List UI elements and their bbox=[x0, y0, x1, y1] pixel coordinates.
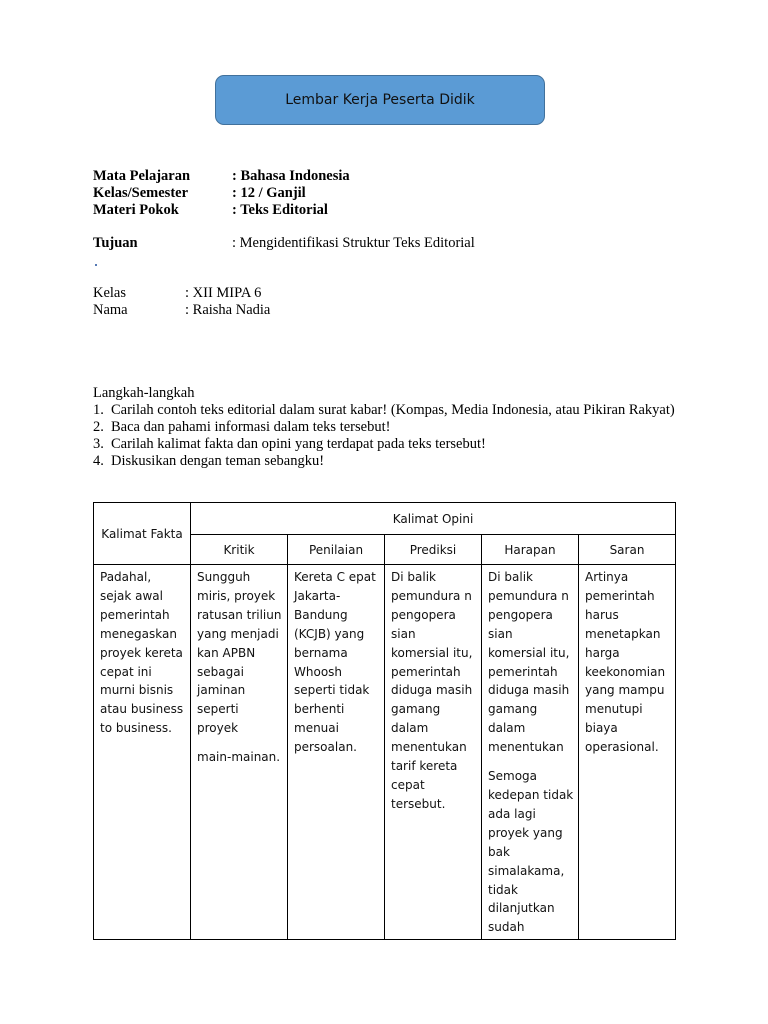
step-number: 2. bbox=[93, 419, 104, 435]
worksheet-title-box bbox=[215, 75, 545, 125]
step-number: 1. bbox=[93, 402, 104, 418]
cell-saran bbox=[579, 565, 676, 940]
step-text: Carilah contoh teks editorial dalam surat kabar! (Kompas, Media Indonesia, atau Pikiran Rakyat) bbox=[111, 402, 675, 418]
cell-text: Di balik pemundura n pengopera sian komersial itu, pemerintah diduga masih gamang dalam menentukan bbox=[488, 570, 570, 755]
steps-title: Langkah-langkah bbox=[93, 385, 195, 401]
student-label: Kelas bbox=[93, 285, 127, 301]
student-value: : Raisha Nadia bbox=[185, 302, 271, 318]
cell-text: Kereta C epat Jakarta-Bandung (KCJB) yang bernama Whoosh seperti tidak berhenti menuai persoalan. bbox=[294, 570, 376, 755]
cell-text: Artinya pemerintah harus menetapkan harga keekonomian yang mampu menutupi biaya operasional. bbox=[585, 570, 666, 755]
cell-fakta bbox=[94, 565, 191, 940]
cell-text: Padahal, sejak awal pemerintah menegaskan proyek kereta cepat ini murni bisnis atau business to business. bbox=[100, 570, 184, 736]
header-saran: Saran bbox=[579, 535, 676, 565]
info-label: Tujuan bbox=[93, 235, 138, 251]
info-value: : Mengidentifikasi Struktur Teks Editorial bbox=[232, 235, 475, 251]
header-penilaian: Penilaian bbox=[288, 535, 385, 565]
info-value: : Bahasa Indonesia bbox=[232, 168, 350, 184]
worksheet-title: Lembar Kerja Peserta Didik bbox=[285, 92, 475, 108]
cell-prediksi bbox=[385, 565, 482, 940]
table-header-row bbox=[94, 503, 676, 535]
header-kalimat-fakta: Kalimat Fakta bbox=[94, 503, 191, 565]
step-number: 3. bbox=[93, 436, 104, 452]
student-label: Nama bbox=[93, 302, 128, 318]
step-item bbox=[93, 453, 675, 470]
info-value: : 12 / Ganjil bbox=[232, 185, 306, 201]
step-number: 4. bbox=[93, 453, 104, 469]
info-label: Kelas/Semester bbox=[93, 185, 189, 201]
steps-section bbox=[93, 385, 675, 470]
cell-text: Semoga kedepan tidak ada lagi proyek yang bak simalakama, tidak dilanjutkan sudah bbox=[488, 769, 574, 935]
header-kritik: Kritik bbox=[191, 535, 288, 565]
cell-text: Sungguh miris, proyek ratusan triliun yang menjadi kan APBN sebagai jaminan seperti proyek bbox=[197, 570, 282, 736]
cell-text: Di balik pemundura n pengopera sian komersial itu, pemerintah diduga masih gamang dalam menentukan tarif kereta cepat tersebut. bbox=[391, 570, 473, 811]
header-kalimat-opini: Kalimat Opini bbox=[191, 503, 676, 535]
header-prediksi: Prediksi bbox=[385, 535, 482, 565]
cell-harapan bbox=[482, 565, 579, 940]
info-label: Materi Pokok bbox=[93, 202, 179, 218]
cell-text: main-mainan. bbox=[197, 750, 281, 765]
step-item bbox=[93, 419, 675, 436]
step-text: Diskusikan dengan teman sebangku! bbox=[111, 453, 325, 469]
step-item bbox=[93, 436, 675, 453]
bullet-dot bbox=[95, 264, 97, 266]
info-value: : Teks Editorial bbox=[232, 202, 328, 218]
steps-list bbox=[93, 402, 675, 470]
header-harapan: Harapan bbox=[482, 535, 579, 565]
step-item bbox=[93, 402, 675, 419]
step-text: Baca dan pahami informasi dalam teks tersebut! bbox=[111, 419, 391, 435]
step-text: Carilah kalimat fakta dan opini yang terdapat pada teks tersebut! bbox=[111, 436, 486, 452]
cell-kritik bbox=[191, 565, 288, 940]
cell-penilaian bbox=[288, 565, 385, 940]
table-row bbox=[94, 565, 676, 940]
student-value: : XII MIPA 6 bbox=[185, 285, 262, 301]
info-label: Mata Pelajaran bbox=[93, 168, 191, 184]
fact-opinion-table bbox=[93, 502, 676, 940]
